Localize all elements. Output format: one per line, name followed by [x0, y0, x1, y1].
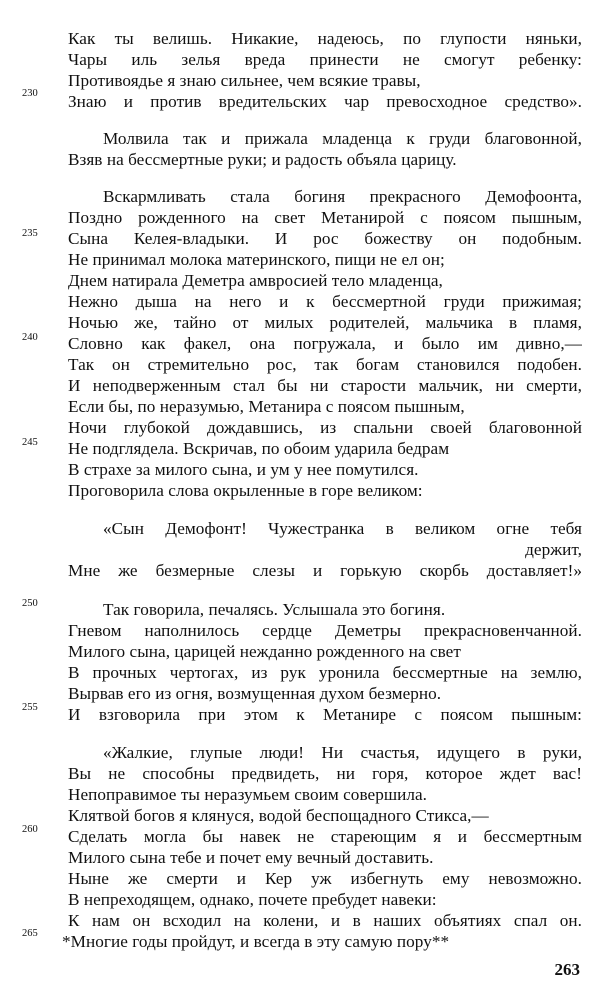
- verse-line: Так он стремительно рос, так богам становился подобен.: [68, 355, 582, 374]
- verse-line: Вскармливать стала богиня прекрасного Демофоонта,: [103, 187, 582, 206]
- line-number: 265: [22, 928, 38, 939]
- verse-line: Так говорила, печалясь. Услышала это богиня.: [103, 600, 446, 619]
- verse-line: *Многие годы пройдут, и всегда в эту самую пору**: [62, 932, 450, 951]
- verse-line: Знаю и против вредительских чар превосходное средство».: [68, 92, 582, 111]
- verse-line: Сына Келея-владыки. И рос божеству он подобным.: [68, 229, 582, 248]
- verse-line: В непреходящем, однако, почете пребудет навеки:: [68, 890, 437, 909]
- verse-line: Милого сына тебе и почет ему вечный доставить.: [68, 848, 434, 867]
- verse-line: Не принимал молока материнского, пищи не ел он;: [68, 250, 445, 269]
- line-number: 255: [22, 702, 38, 713]
- verse-line: Нежно дыша на него и к бессмертной груди прижимая;: [68, 292, 582, 311]
- verse-line: Сделать могла бы навек не стареющим я и бессмертным: [68, 827, 582, 846]
- verse-line: Вы не способны предвидеть, ни горя, которое ждет вас!: [68, 764, 582, 783]
- verse-line: Днем натирала Деметра амвросией тело младенца,: [68, 271, 443, 290]
- verse-line: В прочных чертогах, из рук уронила бессмертные на землю,: [68, 663, 582, 682]
- line-number: 250: [22, 598, 38, 609]
- verse-line: держит,: [525, 540, 582, 559]
- verse-line: Поздно рожденного на свет Метанирой с поясом пышным,: [68, 208, 582, 227]
- verse-line: Клятвой богов я клянуся, водой беспощадного Стикса,—: [68, 806, 489, 825]
- verse-line: Молвила так и прижала младенца к груди благовонной,: [103, 129, 582, 148]
- verse-line: Ныне же смерти и Кер уж избегнуть ему невозможно.: [68, 869, 582, 888]
- verse-line: Проговорила слова окрыленные в горе великом:: [68, 481, 423, 500]
- verse-line: Непоправимое ты неразумьем своим совершила.: [68, 785, 428, 804]
- verse-line: Милого сына, царицей нежданно рожденного на свет: [68, 642, 461, 661]
- line-number: 235: [22, 228, 38, 239]
- verse-line: «Сын Демофонт! Чужестранка в великом огне тебя: [103, 519, 582, 538]
- verse-line: Гневом наполнилось сердце Деметры прекрасновенчанной.: [68, 621, 582, 640]
- verse-line: И взговорила при этом к Метанире с поясом пышным:: [68, 705, 582, 724]
- verse-line: Чары иль зелья вреда принести не смогут ребенку:: [68, 50, 582, 69]
- verse-line: Ночи глубокой дождавшись, из спальни своей благовонной: [68, 418, 582, 437]
- line-number: 230: [22, 88, 38, 99]
- verse-line: Взяв на бессмертные руки; и радость объяла царицу.: [68, 150, 457, 169]
- verse-line: Если бы, по неразумью, Метанира с поясом пышным,: [68, 397, 465, 416]
- verse-line: Вырвав его из огня, возмущенная духом безмерно.: [68, 684, 442, 703]
- verse-line: Словно как факел, она погружала, и было им дивно,—: [68, 334, 582, 353]
- page-number: 263: [554, 960, 580, 979]
- line-number: 245: [22, 437, 38, 448]
- verse-line: В страхе за милого сына, и ум у нее помутился.: [68, 460, 419, 479]
- verse-line: Не подглядела. Вскричав, по обоим ударила бедрам: [68, 439, 450, 458]
- verse-line: Противоядье я знаю сильнее, чем всякие травы,: [68, 71, 421, 90]
- verse-line: И неподверженным стал бы ни старости мальчик, ни смерти,: [68, 376, 582, 395]
- verse-line: Как ты велишь. Никакие, надеюсь, по глупости няньки,: [68, 29, 582, 48]
- line-number: 260: [22, 824, 38, 835]
- line-number: 240: [22, 332, 38, 343]
- verse-line: Мне же безмерные слезы и горькую скорбь доставляет!»: [68, 561, 582, 580]
- verse-line: К нам он всходил на колени, и в наших объятиях спал он.: [68, 911, 582, 930]
- verse-line: Ночью же, тайно от милых родителей, мальчика в пламя,: [68, 313, 582, 332]
- verse-line: «Жалкие, глупые люди! Ни счастья, идущего в руки,: [103, 743, 582, 762]
